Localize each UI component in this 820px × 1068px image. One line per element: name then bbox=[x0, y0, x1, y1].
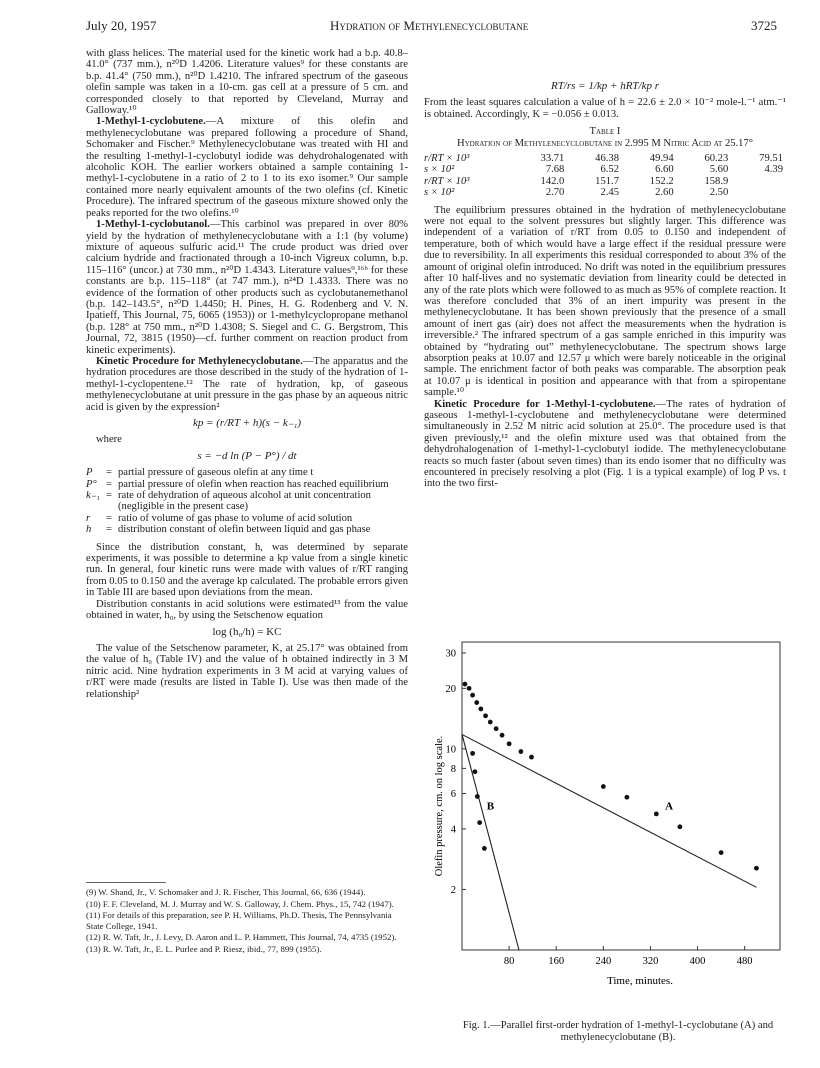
x-tick-label: 160 bbox=[548, 956, 565, 967]
data-point bbox=[529, 755, 534, 760]
table-row bbox=[424, 153, 786, 164]
table-cell: 60.23 bbox=[704, 153, 729, 165]
equals-sign: = bbox=[106, 467, 112, 479]
definition-text: ratio of volume of gas phase to volume of acid solution bbox=[118, 512, 353, 524]
data-point bbox=[677, 824, 682, 829]
definition-row bbox=[86, 479, 408, 490]
y-axis-title: Olefin pressure, cm. on log scale. bbox=[434, 735, 445, 877]
paragraph-text: —A mixture of this olefin and methylenecyclobutane was prepared following a procedure of Shand, Schomaker and Fischer.⁹ Methylenecyclobutane was treated with HI and the resulting 1-methyl-1-cyclobutyl iodide was dehydrohalogenated with alcoholic KOH. The earlier workers obtained a sample containing 1-methyl-1-cyclobutene in a ratio of 2 to 1 to its exo isomer.⁹ Our sample contained more nearly equivalent amounts of the two olefins (cf. Kinetic Procedure). The infrared spectrum of the gaseous mixture showed only the peaks reported for the two olefins.¹⁰ bbox=[86, 116, 408, 219]
paragraph bbox=[86, 356, 408, 413]
data-point bbox=[507, 741, 512, 746]
data-point bbox=[482, 846, 487, 851]
table-row bbox=[424, 176, 786, 187]
equals-sign: = bbox=[106, 512, 112, 524]
figure-1-chart bbox=[424, 630, 794, 1000]
equation-rate: kp = (r/RT + h)(s − k₋₁) bbox=[192, 417, 302, 429]
definition-symbol: r bbox=[86, 512, 91, 524]
equals-sign: = bbox=[106, 524, 112, 536]
data-point bbox=[470, 751, 475, 756]
table-cell: 2.50 bbox=[709, 187, 729, 199]
table-cell bbox=[731, 176, 786, 187]
table-cell: 33.71 bbox=[540, 153, 565, 165]
footnote: (13) R. W. Taft, Jr., E. L. Purlee and P. Riesz, ibid., 77, 899 (1955). bbox=[86, 943, 322, 954]
paragraph: From the least squares calculation a value of h = 22.6 ± 2.0 × 10⁻² mole-l.⁻¹ atm.⁻¹ is obtained. Accordingly, K = −0.056 ± 0.013. bbox=[424, 97, 786, 120]
footnote: (12) R. W. Taft, Jr., J. Levy, D. Aaron and L. P. Hammett, This Journal, 74, 4735 (1952). bbox=[86, 932, 397, 943]
table-cell: 4.39 bbox=[764, 164, 783, 176]
paragraph: Since the distribution constant, h, was determined by separate experiments, it was possible to determine a kp value from a single kinetic run. In general, four kinetic runs were made with values of r/RT ranging from 0.05 to 0.150 and the average kp calculated. The probable errors given in Table III are based upon deviations from the mean. bbox=[86, 541, 408, 599]
paragraph: The equilibrium pressures obtained in the hydration of methylenecyclobutane were not equal to the solvent pressures but slightly larger. This difference was independent of a variation of r/RT from 0.05 to 0.150 and independent of temperature, both of which would have a large effect if the residual pressure were due to reversibility. In all experiments this residual corresponded to about 3% of the amount of original olefin introduced. No drift was noted in the equilibrium pressures after 10 half-lives and no systematic deviation from linearity could be detected in any of the rate plots which were followed to as much as 95% of complete reaction. It was therefore concluded that 3% of an inert impurity was present in the methylenecyclobutane. It has been shown previously that the presence of a small amount of inert gas (air) does not affect the measurements when the hydration is irreversible.² The infrared spectrum of a gas sample enriched in this impurity was obtained by “hydrating out” methylenecyclobutane. The spectrum shows large absorption peaks at 10.07 and 12.57 μ which were barely noticeable in the original sample. The enrichment factor of both peaks was comparable. The absorption peak at 10.07 μ is identical in position and appearance with that from a spiropentane sample.¹⁰ bbox=[424, 204, 786, 399]
definition-symbol: P bbox=[86, 467, 93, 479]
paragraph bbox=[86, 219, 408, 356]
series-line-B bbox=[462, 734, 519, 950]
table-title: Hydration of Methylenecyclobutane in 2.995 M Nitric Acid at 25.17° bbox=[456, 137, 754, 149]
footnote-rule bbox=[86, 882, 166, 883]
data-point bbox=[654, 812, 659, 817]
definition-row bbox=[86, 524, 408, 535]
data-point bbox=[601, 784, 606, 789]
data-point bbox=[483, 713, 488, 718]
symbol-definitions bbox=[86, 467, 408, 535]
table-cell bbox=[731, 187, 786, 198]
x-tick-label: 320 bbox=[642, 956, 659, 967]
data-point bbox=[478, 707, 483, 712]
table-row bbox=[424, 187, 786, 198]
right-column bbox=[424, 76, 786, 490]
footnote: (10) F. F. Cleveland, M. J. Murray and W. S. Galloway, J. Chem. Phys., 15, 742 (1947). bbox=[86, 898, 394, 909]
x-tick-label: 480 bbox=[736, 956, 753, 967]
paragraph: with glass helices. The material used for the kinetic work had a b.p. 40.8–41.0° (737 mm.), n²⁰D 1.4206. Literature values⁹ for these constants are b.p. 41.4° (750 mm.), n²⁰D 1.4210. The infrared spectrum of the gaseous olefin sample was taken in a 10-cm. gas cell at a pressure of 5 cm. and corresponded closely to that reported by Cleveland, Murray and Galloway.¹⁰ bbox=[86, 48, 408, 117]
data-point bbox=[518, 749, 523, 754]
series-line-A bbox=[462, 734, 756, 887]
data-point bbox=[719, 850, 724, 855]
x-tick-label: 80 bbox=[503, 956, 515, 967]
data-point bbox=[474, 700, 479, 705]
paragraph: The value of the Setschenow parameter, K, at 25.17° was obtained from the value of h₀ (Table IV) and the value of h obtained indirectly in 3 M nitric acid. Nine hydration experiments in 3 M acid at varying values of r/RT were made (results are listed in Table I). Use was then made of the relationship² bbox=[86, 642, 408, 700]
definition-text: partial pressure of olefin when reaction has reached equilibrium bbox=[118, 478, 389, 490]
row-label: r/RT × 10³ bbox=[424, 175, 470, 187]
row-label: s × 10² bbox=[424, 187, 455, 199]
table-row bbox=[424, 164, 786, 175]
table-cell: 158.9 bbox=[704, 175, 729, 187]
y-tick-label: 2 bbox=[450, 884, 456, 896]
table-label: Table I bbox=[589, 126, 621, 138]
data-point bbox=[488, 720, 493, 725]
definition-row bbox=[86, 467, 408, 478]
data-table bbox=[424, 153, 786, 199]
footnote-list bbox=[86, 887, 408, 955]
table-cell: 152.2 bbox=[649, 175, 674, 187]
definition-text: distribution constant of olefin between liquid and gas phase bbox=[118, 524, 371, 536]
table-cell: 49.94 bbox=[649, 153, 674, 165]
header-page-number: 3725 bbox=[751, 18, 777, 33]
header-title: Hydration of Methylenecyclobutane bbox=[330, 18, 529, 33]
data-point bbox=[477, 820, 482, 825]
definition-symbol: k₋₁ bbox=[86, 490, 100, 502]
left-column bbox=[86, 48, 408, 700]
equation-relationship: RT/rs = 1/kp + hRT/kp r bbox=[550, 80, 660, 92]
data-point bbox=[473, 769, 478, 774]
equals-sign: = bbox=[106, 478, 112, 490]
data-point bbox=[463, 682, 468, 687]
row-label: s × 10² bbox=[424, 164, 455, 176]
footnotes bbox=[86, 882, 408, 956]
paragraph bbox=[424, 399, 786, 490]
y-tick-label: 8 bbox=[450, 763, 456, 775]
y-tick-label: 4 bbox=[450, 824, 456, 836]
label-a: A bbox=[665, 800, 674, 813]
section-heading: 1-Methyl-1-cyclobutene. bbox=[96, 116, 206, 128]
data-point bbox=[500, 733, 505, 738]
table-cell: 5.60 bbox=[709, 164, 729, 176]
paragraph-text: —The rates of hydration of gaseous 1-methyl-1-cyclobutene and methylenecyclobutane were determined simultaneously in 2.52 M nitric acid solution at 25.0°. The procedure used is that given previously,¹² and the olefin mixture used was that obtained from the dehydrohalogenation of 1-methyl-1-cyclobutyl iodide. The methylenecyclobutane reacts so much faster (about seven times) than its endo isomer that no difficulty was encountered in precisely resolving a plot (Fig. 1 is a typical example) of log P vs. t into the two first- bbox=[424, 398, 786, 490]
x-axis-title: Time, minutes. bbox=[607, 975, 673, 987]
table-cell: 2.70 bbox=[545, 187, 565, 199]
definition-text: partial pressure of gaseous olefin at any time t bbox=[118, 467, 314, 479]
footnote: (9) W. Shand, Jr., V. Schomaker and J. R. Fischer, This Journal, 66, 636 (1944). bbox=[86, 887, 366, 897]
y-tick-label: 10 bbox=[445, 744, 456, 756]
table-cell: 6.52 bbox=[600, 164, 619, 176]
header-date: July 20, 1957 bbox=[86, 18, 157, 33]
section-heading: Kinetic Procedure for Methylenecyclobutane. bbox=[96, 355, 303, 367]
plot-frame bbox=[462, 642, 780, 950]
table-cell: 2.45 bbox=[600, 187, 619, 199]
data-point bbox=[470, 693, 475, 698]
data-point bbox=[754, 866, 759, 871]
definition-text: rate of dehydration of aqueous alcohol at unit concentration (negligible in the present case) bbox=[118, 490, 371, 513]
table-cell: 46.38 bbox=[595, 153, 619, 165]
x-tick-label: 400 bbox=[689, 956, 706, 967]
data-point bbox=[467, 686, 472, 691]
table-cell: 2.60 bbox=[655, 187, 674, 199]
data-point bbox=[624, 795, 629, 800]
row-label: r/RT × 10³ bbox=[424, 153, 470, 165]
label-b: B bbox=[486, 800, 495, 813]
section-heading: 1-Methyl-1-cyclobutanol. bbox=[96, 219, 210, 231]
y-tick-label: 30 bbox=[445, 648, 456, 660]
table-cell: 151.7 bbox=[595, 175, 619, 187]
y-tick-label: 6 bbox=[450, 789, 456, 801]
figure-caption: Fig. 1.—Parallel first-order hydration of 1-methyl-1-cyclobutane (A) and methylenecyclobutane (B). bbox=[462, 1020, 774, 1043]
paragraph: Distribution constants in acid solutions were estimated¹³ from the value obtained in water, h₀, by using the Setschenow equation bbox=[86, 598, 408, 622]
section-heading: Kinetic Procedure for 1-Methyl-1-cyclobutene. bbox=[434, 398, 656, 410]
paragraph bbox=[86, 116, 408, 219]
paragraph-text: —The apparatus and the hydration procedures are those described in the study of the hydration of 1-methyl-1-cyclopentene.¹² The rate of hydration, kp, of gaseous methylenecyclobutane at unit pressure in the gas phase by an aqueous nitric acid is given by the expression² bbox=[86, 355, 409, 413]
definition-row bbox=[86, 513, 408, 524]
footnote: (11) For details of this preparation, see P. H. Williams, Ph.D. Thesis, The Pennsylvania State College, 1941. bbox=[86, 910, 392, 931]
definition-symbol: h bbox=[86, 524, 92, 536]
table-cell: 7.68 bbox=[545, 164, 565, 176]
where-label: where bbox=[96, 434, 122, 446]
y-tick-label: 20 bbox=[445, 683, 456, 695]
x-tick-label: 240 bbox=[595, 956, 612, 967]
data-point bbox=[475, 794, 480, 799]
table-cell: 79.51 bbox=[759, 153, 783, 165]
equation-setschenow: log (h₀/h) = KC bbox=[212, 625, 282, 638]
table-cell: 6.60 bbox=[655, 164, 674, 176]
definition-row bbox=[86, 490, 408, 513]
paragraph-text: —This carbinol was prepared in over 80% yield by the hydration of methylenecyclobutane with a 1:1 (by volume) mixture of aqueous sulfuric acid.¹¹ The crude product was dried over calcium hydride and fractionated through a 10-inch Vigreux column, b.p. 115–116° (uncor.) at 730 mm., n²⁰D 1.4343. Literature values⁹,¹⁶ᵇ for these constants are b.p. 115–118° (at 747 mm.), n²⁴D 1.4333. There was no evidence of the formation of other products such as cyclobutanemethanol (b.p. 142–143.5°, n²⁰D 1.4450; H. Pines, H. G. Rodenberg and V. N. Ipatieff, This Journal, 75, 6065 (1953)) or 1-methylcyclopropane methanol (b.p. 128° at 750 mm., n²⁰D 1.4308; S. Siegel and C. G. Bergstrom, This Journal, 72, 3815 (1950)—cf. further comment on reaction product from kinetic experiments). bbox=[86, 219, 408, 356]
equation-s: s = −d ln (P − P°) / dt bbox=[197, 449, 297, 462]
equals-sign: = bbox=[106, 490, 112, 502]
table-cell: 142.0 bbox=[540, 175, 565, 187]
data-point bbox=[494, 726, 499, 731]
definition-symbol: P° bbox=[86, 478, 97, 490]
